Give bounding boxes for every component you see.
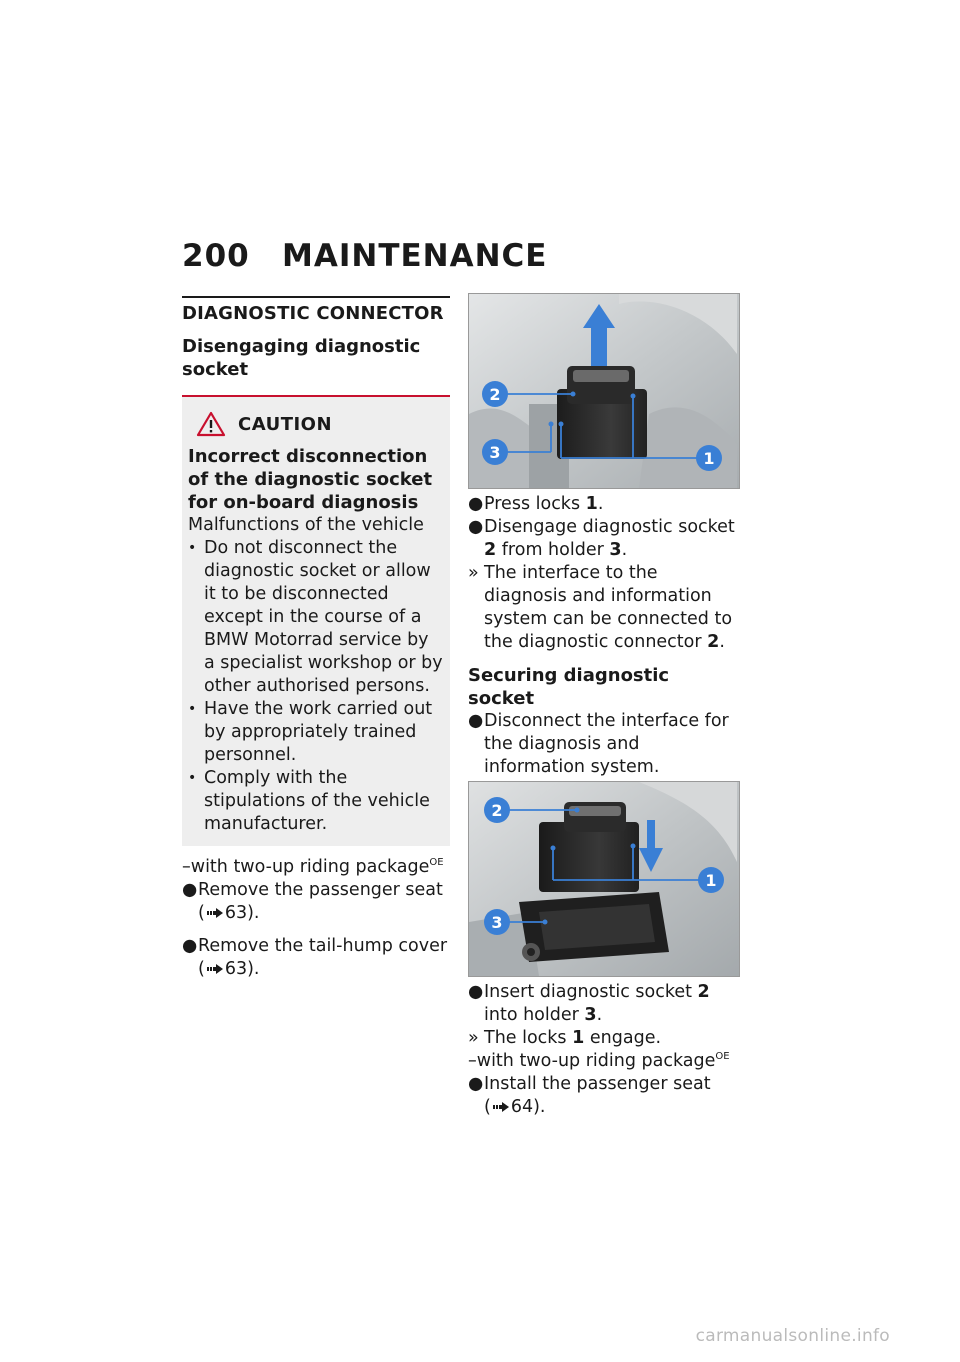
caution-item: • Have the work carried out by appropriately trained personnel.: [188, 699, 433, 765]
caution-item: • Comply with the stipulations of the vehicle manufacturer.: [188, 768, 430, 834]
page-reference[interactable]: 63: [224, 903, 248, 923]
step-remove-seat: ● Remove the passenger seat ( 63).: [182, 880, 443, 923]
step-press-locks: ● Press locks 1.: [468, 494, 604, 514]
chapter-title: MAINTENANCE: [282, 238, 548, 274]
caution-consequence: Malfunctions of the vehicle: [188, 515, 424, 535]
page-header: [182, 238, 742, 282]
figure-secure-socket: [468, 781, 740, 977]
watermark: carmanualsonline.info: [695, 1326, 890, 1346]
figure2-callout: 2: [491, 801, 503, 820]
page-reference-arrow-icon: [493, 1101, 509, 1113]
figure1-callout: 1: [703, 449, 715, 468]
caution-label: CAUTION: [238, 413, 333, 435]
figure1-callout: 2: [489, 385, 501, 404]
caution-header: [196, 411, 444, 437]
page-reference-arrow-icon: [207, 963, 223, 975]
caution-box: [182, 395, 450, 846]
condition-note: –with two-up riding package$^{OE}$: [182, 857, 444, 877]
page-reference-arrow-icon: [207, 907, 223, 919]
figure-illustration: [469, 782, 739, 976]
right-column: [468, 293, 740, 1119]
step-install-seat: ● Install the passenger seat ( 64).: [468, 1074, 711, 1117]
condition-note: –with two-up riding package$^{OE}$: [468, 1051, 730, 1071]
figure2-callout: 3: [491, 913, 503, 932]
subsection-title-disengage: Disengaging diagnostic socket: [182, 336, 421, 380]
step-insert-socket: ● Insert diagnostic socket 2 into holder 3.: [468, 982, 710, 1025]
page-number: 200: [182, 238, 250, 274]
result-interface-connect: » The interface to the diagnosis and information system can be connected to the diagnostic connector 2.: [468, 563, 733, 652]
caution-item: • Do not disconnect the diagnostic socket or allow it to be disconnected except in the course of a BMW Motorrad service by a specialist workshop or by other authorised persons.: [188, 538, 443, 696]
figure-illustration: [469, 294, 739, 488]
oe-mark: OE: [429, 857, 444, 869]
figure2-callout: 1: [705, 871, 717, 890]
caution-title: Incorrect disconnection of the diagnostic socket for on-board diagnosis: [188, 446, 433, 513]
step-disengage-socket: ● Disengage diagnostic socket 2 from holder 3.: [468, 517, 735, 560]
section-title: DIAGNOSTIC CONNECTOR: [182, 296, 450, 325]
subsection-title-secure: Securing diagnostic socket: [468, 665, 670, 709]
step-disconnect-interface: ● Disconnect the interface for the diagnosis and information system.: [468, 711, 729, 777]
warning-triangle-icon: [196, 411, 226, 437]
result-locks-engage: » The locks 1 engage.: [468, 1028, 662, 1048]
oe-mark: OE: [715, 1051, 730, 1063]
step-remove-cover: ● Remove the tail-hump cover ( 63).: [182, 936, 448, 979]
figure-disengage-socket: [468, 293, 740, 489]
page-reference[interactable]: 63: [224, 959, 248, 979]
figure1-callout: 3: [489, 443, 501, 462]
page-reference[interactable]: 64: [510, 1097, 534, 1117]
left-column: [182, 296, 450, 981]
